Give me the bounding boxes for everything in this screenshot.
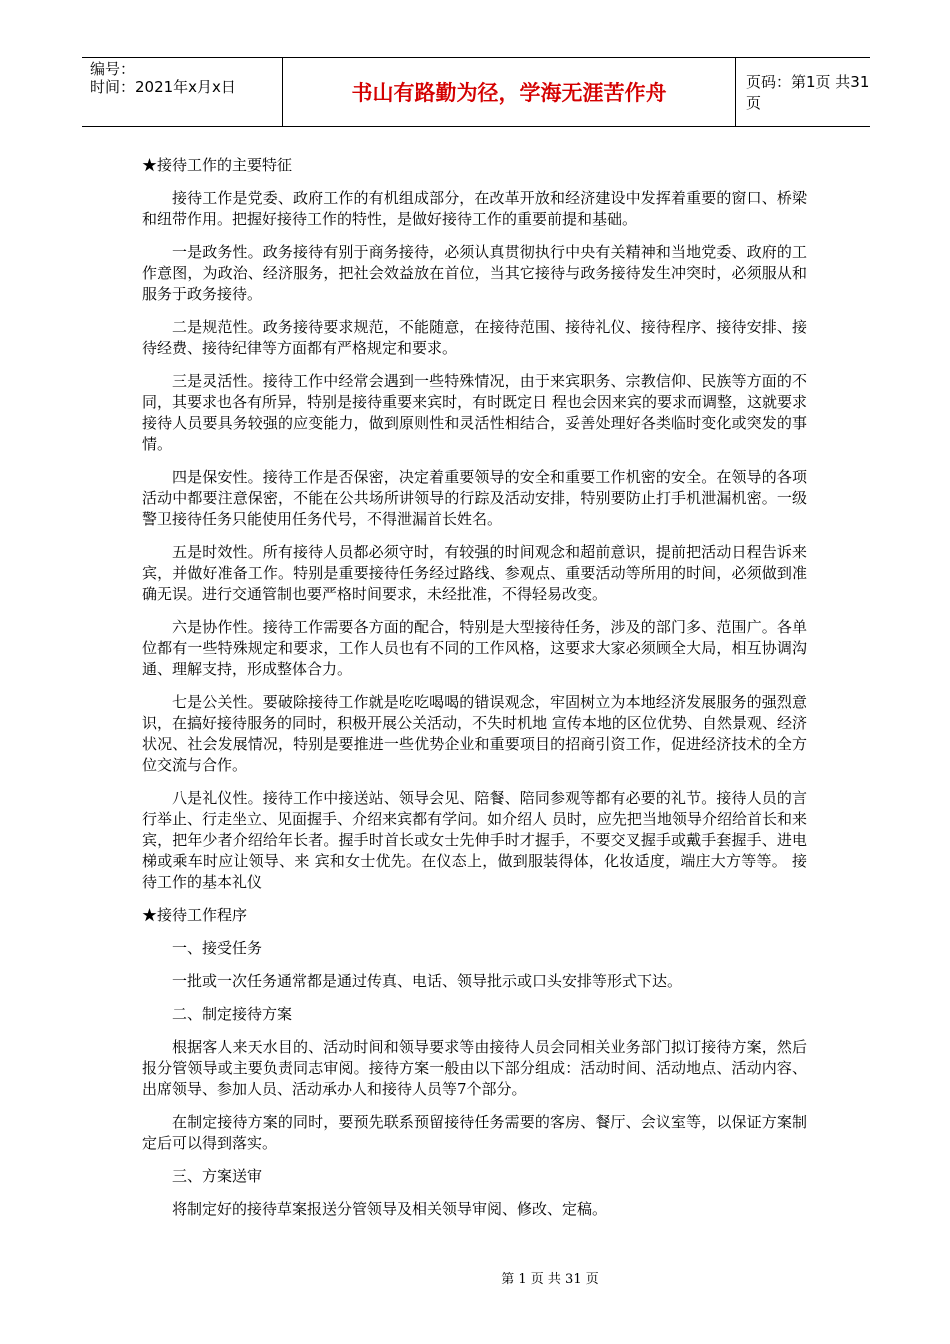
section-heading: ★接待工作程序 — [142, 906, 248, 924]
page-header — [82, 57, 870, 127]
paragraph: 一批或一次任务通常都是通过传真、电话、领导批示或口头安排等形式下达。 — [172, 972, 683, 990]
paragraph: 五是时效性。所有接待人员都必须守时，有较强的时间观念和超前意识，提前把活动日程告诉来宾，并做好准备工作。特别是重要接待任务经过路线、参观点、重要活动等所用的时间，必须做到准确无误。进行交通管制也要严格时间要求，未经批准，不得轻易改变。 — [142, 543, 807, 603]
paragraph: 接待工作是党委、政府工作的有机组成部分，在改革开放和经济建设中发挥着重要的窗口、桥梁和纽带作用。把握好接待工作的特性，是做好接待工作的重要前提和基础。 — [142, 189, 807, 228]
paragraph: 二是规范性。政务接待要求规范，不能随意，在接待范围、接待礼仪、接待程序、接待安排、接待经费、接待纪律等方面都有严格规定和要求。 — [142, 318, 807, 357]
header-page-info: 页码：第1页 共31页 — [746, 73, 870, 112]
paragraph: 将制定好的接待草案报送分管领导及相关领导审阅、修改、定稿。 — [172, 1200, 608, 1218]
section-heading: ★接待工作的主要特征 — [142, 156, 293, 174]
paragraph: 八是礼仪性。接待工作中接送站、领导会见、陪餐、陪同参观等都有必要的礼节。接待人员的言行举止、行走坐立、见面握手、介绍来宾都有学问。如介绍人 员时，应先把当地领导介绍给首长和来宾，把年少者介绍给年长者。握手时首长或女士先伸手时才握手，不要交叉握手或戴手套握手、进电梯或乘车时应让领导、来 宾和女士优先。在仪态上，做到服装得体，化妆适度，端庄大方等等。 接待工作的基本礼仪 — [142, 789, 807, 891]
header-meta — [82, 58, 282, 126]
paragraph: 在制定接待方案的同时，要预先联系预留接待任务需要的客房、餐厅、会议室等，以保证方案制定后可以得到落实。 — [142, 1113, 807, 1152]
paragraph: 三是灵活性。接待工作中经常会遇到一些特殊情况，由于来宾职务、宗教信仰、民族等方面的不同，其要求也各有所异，特别是接待重要来宾时，有时既定日 程也会因来宾的要求而调整，这就要求接待人员要具务较强的应变能力，做到原则性和灵活性相结合，妥善处理好各类临时变化或突发的事情。 — [142, 372, 807, 453]
page-footer: 第 1 页 共 31 页 — [501, 1272, 599, 1287]
paragraph: 根据客人来天水目的、活动时间和领导要求等由接待人员会同相关业务部门拟订接待方案，然后报分管领导或主要负责同志审阅。接待方案一般由以下部分组成：活动时间、活动地点、活动内容、出席领导、参加人员、活动承办人和接待人员等7个部分。 — [142, 1038, 807, 1098]
document-number-label: 编号： — [90, 60, 136, 78]
subsection-heading: 二、制定接待方案 — [172, 1005, 293, 1023]
paragraph: 六是协作性。接待工作需要各方面的配合，特别是大型接待任务，涉及的部门多、范围广。各单位都有一些特殊规定和要求，工作人员也有不同的工作风格，这要求大家必须顾全大局，相互协调沟通、理解支持，形成整体合力。 — [142, 618, 807, 678]
subsection-heading: 三、方案送审 — [172, 1167, 263, 1185]
document-date: 时间：2021年x月x日 — [90, 78, 236, 96]
paragraph: 四是保安性。接待工作是否保密，决定着重要领导的安全和重要工作机密的安全。在领导的各项活动中都要注意保密，不能在公共场所讲领导的行踪及活动安排，特别要防止打手机泄漏机密。一级警卫接待任务只能使用任务代号，不得泄漏首长姓名。 — [142, 468, 807, 528]
header-motto: 书山有路勤为径，学海无涯苦作舟 — [282, 58, 736, 126]
document-body — [142, 155, 807, 1232]
paragraph: 一是政务性。政务接待有别于商务接待，必须认真贯彻执行中央有关精神和当地党委、政府的工作意图，为政治、经济服务，把社会效益放在首位，当其它接待与政务接待发生冲突时，必须服从和服务于政务接待。 — [142, 243, 807, 303]
subsection-heading: 一、接受任务 — [172, 939, 263, 957]
paragraph: 七是公关性。要破除接待工作就是吃吃喝喝的错误观念，牢固树立为本地经济发展服务的强烈意识，在搞好接待服务的同时，积极开展公关活动，不失时机地 宣传本地的区位优势、自然景观、经济状况、社会发展情况，特别是要推进一些优势企业和重要项目的招商引资工作，促进经济技术的全方位交流与合作。 — [142, 693, 807, 774]
